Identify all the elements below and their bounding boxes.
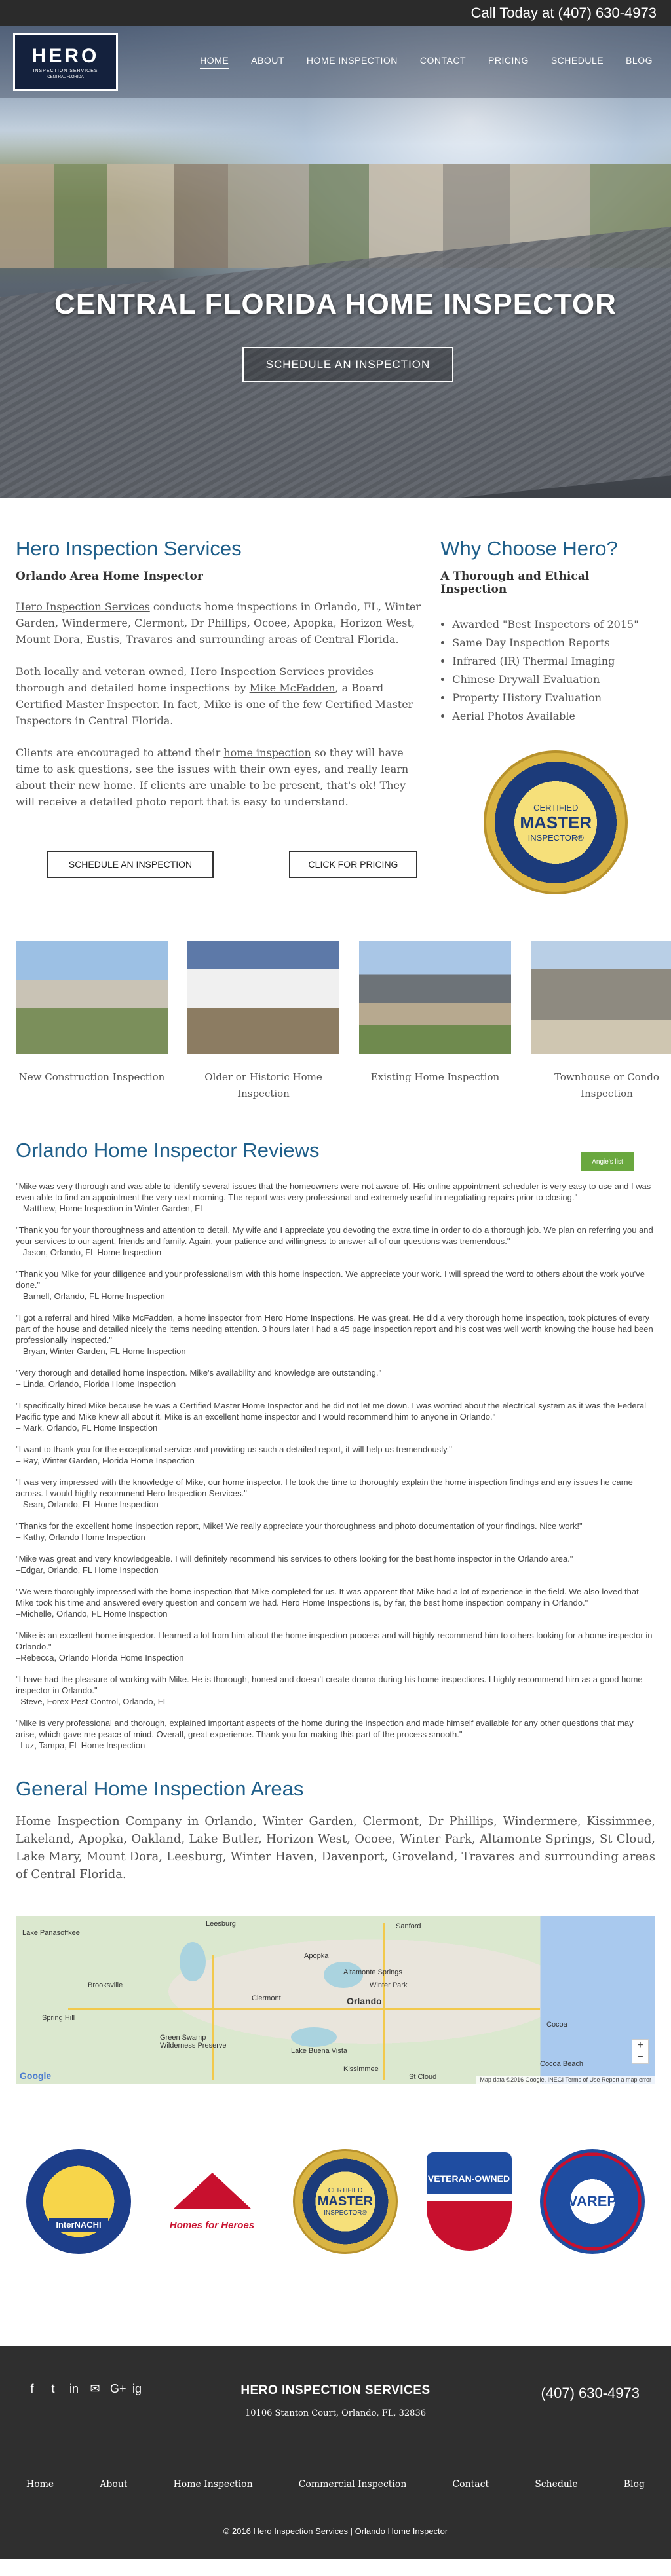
review-text: "We were thoroughly impressed with the home inspection that Mike completed for us. It was apparent that Mike had a lot of experience in the field. We also loved that Mike took his time and answered every question and concern we had. Hero Home Inspections is, by far, the best home inspection company in Orlando." (16, 1587, 639, 1608)
nav-item-home[interactable]: HOME (200, 55, 229, 69)
review-text: "Mike is an excellent home inspector. I learned a lot from him about the home inspection process and will highly recommend him to others looking for a home inspector in Orlando." (16, 1630, 653, 1651)
angies-list-badge[interactable]: Angie's list (581, 1152, 634, 1171)
services-title: Hero Inspection Services (16, 537, 242, 560)
map-credit[interactable]: Map data ©2016 Google, INEGI Terms of Use Report a map error (476, 2076, 655, 2084)
why-item: • Aerial Photos Available (452, 707, 655, 726)
photo-caption: New Construction Inspection (18, 1071, 165, 1083)
footer-link-contact[interactable]: Contact (452, 2479, 489, 2490)
map-label: Spring Hill (42, 2014, 75, 2022)
footer-link-home-inspection[interactable]: Home Inspection (173, 2479, 253, 2490)
map-road (68, 2008, 540, 2010)
map-road (212, 1955, 214, 2080)
why-column (440, 537, 655, 894)
services-subtitle: Orlando Area Home Inspector (16, 570, 203, 583)
map-zoom-control (632, 2039, 649, 2064)
affiliation-badges (0, 2084, 671, 2254)
awarded-link[interactable]: Awarded (452, 618, 499, 631)
review-text: "Mike was very thorough and was able to identify several issues that the homeowners were not aware of. His online appointment scheduler is very easy to use and I was even able to find an appointment the very next morning. The report was very professional and extremely useful in negotiating repairs prior to closing." (16, 1181, 651, 1202)
review-item (16, 1674, 655, 1707)
photo-card-older-home[interactable] (187, 941, 339, 1102)
nav-item-pricing[interactable]: PRICING (488, 55, 529, 65)
map-label: Lake Buena Vista (291, 2047, 348, 2055)
services-section (0, 498, 671, 894)
review-author: –Steve, Forex Pest Control, Orlando, FL (16, 1697, 168, 1706)
veteran-owned-badge[interactable]: VETERAN-OWNED (427, 2152, 512, 2251)
review-text: "Thank you Mike for your diligence and your professionalism with this home inspection. We appreciate your work. I will spread the word to others about the work you've done." (16, 1269, 645, 1290)
review-text: "Mike was great and very knowledgeable. I will definitely recommend his services to others looking for the best home inspector in the Orlando area." (16, 1554, 573, 1564)
main-navbar (0, 26, 671, 98)
review-text: "I was very impressed with the knowledge of Mike, our home inspector. He took the time to thoroughly explain the home inspection findings and any issues he came across. I would highly recommend Hero Inspection Services." (16, 1477, 633, 1498)
review-item (16, 1367, 655, 1389)
zoom-out-button[interactable]: − (637, 2052, 643, 2063)
review-author: – Barnell, Orlando, FL Home Inspection (16, 1291, 165, 1301)
google-plus-icon[interactable]: G+ (110, 2382, 126, 2395)
review-item (16, 1444, 655, 1466)
review-author: – Bryan, Winter Garden, FL Home Inspection (16, 1346, 186, 1356)
photo-caption: Townhouse or Condo Inspection (554, 1071, 659, 1099)
review-text: "Thank you for your thoroughness and attention to detail. My wife and I appreciate you devoting the extra time in order to do a thorough job. We plan on referring you and your services to our agent, friends and family. Again, your patience and willingness to answer all of our questions was tremendous." (16, 1225, 653, 1246)
homes-for-heroes-badge[interactable]: Homes for Heroes (160, 2149, 265, 2254)
google-logo: Google (20, 2070, 52, 2081)
certified-master-inspector-badge: CERTIFIED MASTER INSPECTOR® (484, 750, 628, 894)
footer-phone[interactable]: (407) 630-4973 (541, 2385, 640, 2401)
review-author: – Linda, Orlando, Florida Home Inspection (16, 1379, 176, 1389)
mike-mcfadden-link[interactable]: Mike McFadden (249, 682, 336, 694)
site-logo[interactable] (13, 33, 118, 91)
nav-menu (200, 55, 658, 69)
hero-services-link[interactable]: Hero Inspection Services (16, 600, 150, 613)
map-road (383, 1923, 385, 2080)
schedule-inspection-button[interactable]: SCHEDULE AN INSPECTION (47, 851, 214, 878)
site-footer (0, 2346, 671, 2559)
nav-item-about[interactable]: ABOUT (251, 55, 284, 65)
services-column (16, 537, 425, 894)
services-paragraph-3: Clients are encouraged to attend their home inspection so they will have time to ask questions, see the issues with their own eyes, and really learn about their new home. If clients are unable to be present, that's ok! They will receive a detailed photo report that is easy to understand. (16, 746, 409, 808)
logo-subtext: INSPECTION SERVICES (33, 69, 98, 73)
map-label: Sanford (396, 1923, 421, 1930)
review-author: – Jason, Orlando, FL Home Inspection (16, 1247, 162, 1257)
footer-links (26, 2479, 645, 2490)
footer-link-about[interactable]: About (100, 2479, 128, 2490)
review-author: – Ray, Winter Garden, Florida Home Inspection (16, 1456, 195, 1465)
master-inspector-badge[interactable]: CERTIFIED MASTER INSPECTOR® (293, 2149, 398, 2254)
map-lake (180, 1942, 206, 1981)
inspection-types (0, 921, 671, 1102)
review-item (16, 1268, 655, 1302)
review-text: "Thanks for the excellent home inspection report, Mike! We really appreciate your thoroughness and photo documentation of your findings. Nice work!" (16, 1521, 583, 1531)
footer-address: 10106 Stanton Court, Orlando, FL, 32836 (245, 2408, 426, 2418)
logo-text: HERO (31, 45, 100, 67)
review-item (16, 1586, 655, 1619)
review-list (16, 1181, 655, 1751)
why-title: Why Choose Hero? (440, 537, 618, 560)
footer-link-home[interactable]: Home (26, 2479, 54, 2490)
review-author: – Matthew, Home Inspection in Winter Garden, FL (16, 1204, 205, 1213)
review-item (16, 1477, 655, 1510)
review-item (16, 1181, 655, 1214)
photo-caption: Existing Home Inspection (370, 1071, 500, 1083)
map-label: Green Swamp Wilderness Preserve (160, 2034, 227, 2050)
why-list (440, 616, 655, 726)
townhouse-photo (531, 941, 671, 1054)
photo-card-new-construction[interactable] (16, 941, 168, 1102)
hero-title: CENTRAL FLORIDA HOME INSPECTOR (54, 288, 617, 320)
map-label: Apopka (304, 1952, 329, 1960)
service-area-map[interactable] (16, 1916, 655, 2084)
why-item: • Same Day Inspection Reports (452, 634, 655, 652)
review-item (16, 1718, 655, 1751)
footer-link-commercial-inspection[interactable]: Commercial Inspection (298, 2479, 407, 2490)
review-author: – Mark, Orlando, FL Home Inspection (16, 1423, 158, 1433)
phone-cta[interactable]: Call Today at (407) 630-4973 (470, 5, 657, 21)
facebook-icon[interactable]: f (30, 2382, 34, 2395)
map-lake (291, 2027, 337, 2047)
services-buttons (47, 851, 425, 878)
map-label: Cocoa (546, 2021, 567, 2029)
photo-card-existing-home[interactable] (359, 941, 511, 1102)
home-inspection-link[interactable]: home inspection (223, 746, 311, 759)
internachi-badge[interactable]: InterNACHI (26, 2149, 131, 2254)
map-label: Lake Panasoffkee (22, 1929, 80, 1937)
map-label: Winter Park (370, 1981, 408, 1989)
map-label: Clermont (252, 1995, 281, 2002)
review-item (16, 1400, 655, 1433)
nav-item-home-inspection[interactable]: HOME INSPECTION (306, 55, 398, 65)
map-label: Kissimmee (343, 2065, 379, 2073)
footer-company-name: HERO INSPECTION SERVICES (240, 2383, 431, 2397)
instagram-icon[interactable]: ig (132, 2382, 142, 2395)
areas-title: General Home Inspection Areas (16, 1777, 304, 1800)
zoom-in-button[interactable]: + (637, 2040, 643, 2051)
review-author: – Kathy, Orlando Home Inspection (16, 1532, 145, 1542)
existing-home-photo (359, 941, 511, 1054)
reviews-section (0, 1102, 671, 1751)
twitter-icon[interactable]: t (51, 2382, 55, 2395)
review-author: –Michelle, Orlando, FL Home Inspection (16, 1609, 168, 1619)
review-item (16, 1520, 655, 1543)
reviews-title: Orlando Home Inspector Reviews (16, 1139, 320, 1162)
hero-schedule-button[interactable]: SCHEDULE AN INSPECTION (242, 347, 453, 382)
footer-copyright: © 2016 Hero Inspection Services | Orlando Home Inspector (223, 2526, 448, 2536)
areas-section (0, 1751, 671, 1883)
review-text: "Mike is very professional and thorough, explained important aspects of the home during the inspection and made himself available for any other questions that may arise, which gave me peace of mind. Overall, great experience. Thank you for making this part of the process smooth." (16, 1718, 634, 1739)
why-item: • Property History Evaluation (452, 689, 655, 707)
review-item (16, 1224, 655, 1258)
services-paragraph-2: Both locally and veteran owned, Hero Inspection Services provides thorough and detailed home inspections by Mike McFadden, a Board Certified Master Inspector. In fact, Mike is one of the few Certified Master Inspectors in Central Florida. (16, 665, 413, 727)
review-item (16, 1630, 655, 1663)
hero-banner (0, 26, 671, 498)
why-item-awarded: • Awarded "Best Inspectors of 2015" (452, 616, 655, 634)
review-item (16, 1312, 655, 1357)
map-label: Brooksville (88, 1981, 123, 1989)
review-author: – Sean, Orlando, FL Home Inspection (16, 1500, 159, 1509)
why-subtitle: A Thorough and Ethical Inspection (440, 570, 590, 596)
review-text: "Very thorough and detailed home inspection. Mike's availability and knowledge are outstanding." (16, 1368, 382, 1378)
why-item: • Chinese Drywall Evaluation (452, 671, 655, 689)
why-item: • Infrared (IR) Thermal Imaging (452, 652, 655, 671)
logo-region: CENTRAL FLORIDA (47, 75, 84, 79)
photo-caption: Older or Historic Home Inspection (204, 1071, 322, 1099)
nav-item-blog[interactable]: BLOG (626, 55, 653, 65)
map-label: Altamonte Springs (343, 1968, 402, 1976)
review-text: "I got a referral and hired Mike McFadden, a home inspector from Hero Home Inspections. He was great. He did a very thorough home inspection, took pictures of every part of the house and detailed nicely the items needing attention. 3 hours later I had a 45 page inspection report and his cost was well worth knowing the house had been professionally inspected." (16, 1313, 653, 1345)
nav-item-schedule[interactable]: SCHEDULE (550, 55, 604, 65)
review-text: "I want to thank you for the exceptional service and providing us such a detailed report, it will help us tremendously." (16, 1444, 452, 1454)
map-label: Cocoa Beach (540, 2060, 584, 2068)
services-paragraph-1: Hero Inspection Services conducts home inspections in Orlando, FL, Winter Garden, Windermere, Clermont, Dr Phillips, Ocoee, Apopka, Horizon West, Mount Dora, Eustis, Travares and surrounding areas of Central Florida. (16, 600, 421, 646)
review-author: –Edgar, Orlando, FL Home Inspection (16, 1565, 159, 1575)
map-label-orlando: Orlando (347, 1996, 382, 2006)
photo-card-townhouse[interactable] (531, 941, 671, 1102)
review-text: "I have had the pleasure of working with Mike. He is thorough, honest and doesn't create drama during his home inspections. I highly recommend him as a good home inspector in Orlando." (16, 1674, 643, 1695)
review-author: –Rebecca, Orlando Florida Home Inspection (16, 1653, 184, 1663)
email-icon[interactable]: ✉ (90, 2382, 100, 2395)
review-text: "I specifically hired Mike because he was a Certified Master Home Inspector and he did not let me down. I was worried about the electrical system as it was the Federal Pacific type and Mike knew all about it. Mike is an excellent home inspector and I would recommend him to anyone in Orlando." (16, 1401, 647, 1422)
nav-item-contact[interactable]: CONTACT (419, 55, 466, 65)
review-author: –Luz, Tampa, FL Home Inspection (16, 1740, 145, 1750)
hero-services-link-2[interactable]: Hero Inspection Services (190, 665, 325, 678)
linkedin-icon[interactable]: in (69, 2382, 79, 2395)
footer-link-schedule[interactable]: Schedule (535, 2479, 578, 2490)
house-roof-icon (173, 2173, 252, 2209)
map-label: St Cloud (409, 2073, 437, 2081)
new-construction-photo (16, 941, 168, 1054)
map-label: Leesburg (206, 1920, 236, 1928)
areas-text: Home Inspection Company in Orlando, Winter Garden, Clermont, Dr Phillips, Windermere, Kissimmee, Lakeland, Apopka, Oakland, Lake Butler, Horizon West, Ocoee, Winter Park, Altamonte Springs, St Cloud, Lake Mary, Mount Dora, Leesburg, Winter Haven, Davenport, Groveland, Travares and surrounding areas of Central Florida. (16, 1814, 655, 1881)
footer-link-blog[interactable]: Blog (623, 2479, 645, 2490)
pricing-button[interactable]: CLICK FOR PRICING (289, 851, 417, 878)
varep-badge[interactable]: VAREP (540, 2149, 645, 2254)
top-bar (0, 0, 671, 26)
review-item (16, 1553, 655, 1575)
older-home-photo (187, 941, 339, 1054)
